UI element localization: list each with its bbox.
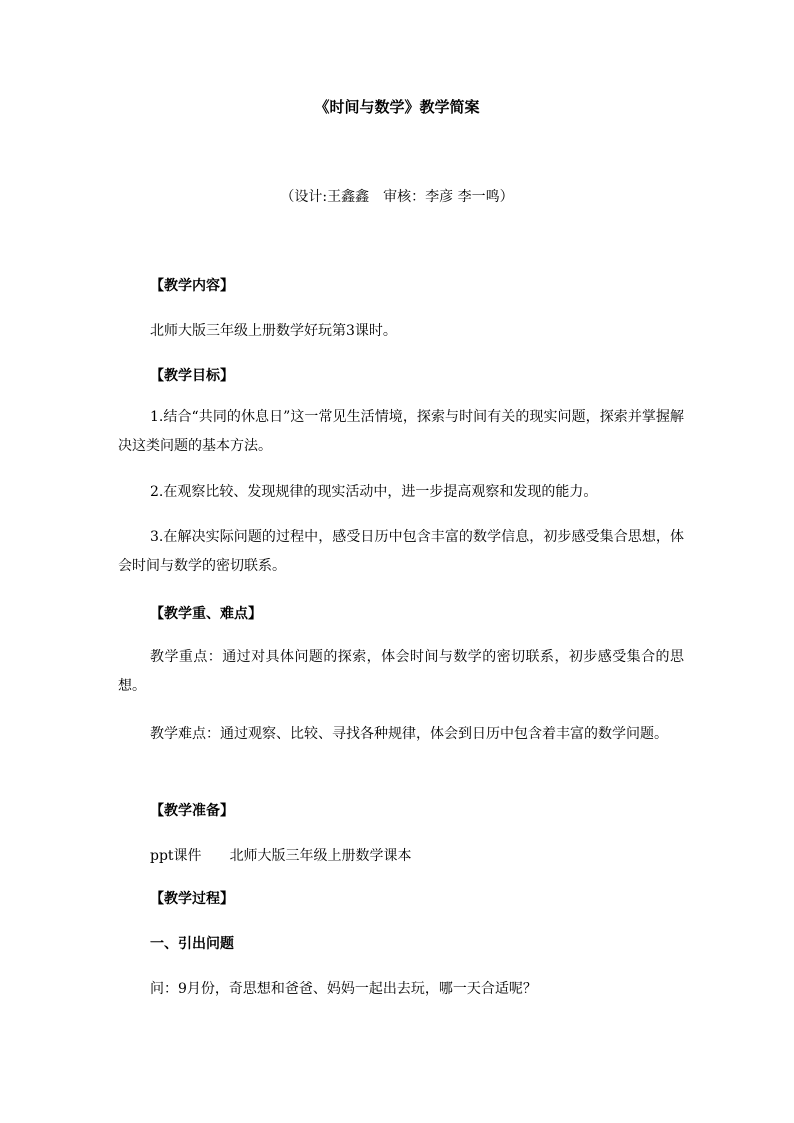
section-heading-content: 【教学内容】 [150, 278, 234, 294]
goal-item-1: 1.结合“共同的休息日”这一常见生活情境，探索与时间有关的现实问题，探索并掌握解决这类问题的基本方法。 [118, 409, 684, 454]
process-question: 问：9月份，奇思想和爸爸、妈妈一起出去玩，哪一天合适呢？ [150, 981, 537, 997]
preparation-item-textbook: 北师大版三年级上册数学课本 [229, 848, 412, 864]
goal-item-2: 2.在观察比较、发现规律的现实活动中，进一步提高观察和发现的能力。 [150, 484, 598, 500]
content-text: 北师大版三年级上册数学好玩第3课时。 [150, 323, 397, 339]
document-title: 《时间与数学》教学简案 [314, 98, 480, 116]
section-heading-key-points: 【教学重、难点】 [150, 606, 262, 622]
section-heading-goals: 【教学目标】 [150, 368, 234, 384]
goal-item-3: 3.在解决实际问题的过程中，感受日历中包含丰富的数学信息，初步感受集合思想，体会时间与数学的密切联系。 [118, 529, 684, 574]
key-point-focus: 教学重点：通过对具体问题的探索，体会时间与数学的密切联系，初步感受集合的思想。 [118, 649, 684, 694]
key-point-difficulty: 教学难点：通过观察、比较、寻找各种规律，体会到日历中包含着丰富的数学问题。 [150, 726, 668, 742]
preparation-item-ppt: ppt课件 [150, 848, 202, 864]
process-subheading: 一、引出问题 [150, 936, 234, 952]
section-heading-preparation: 【教学准备】 [150, 803, 234, 819]
document-credit: （设计:王鑫鑫 审核：李彦 李一鸣） [280, 189, 514, 205]
preparation-line [150, 845, 412, 865]
section-heading-process: 【教学过程】 [150, 891, 234, 907]
